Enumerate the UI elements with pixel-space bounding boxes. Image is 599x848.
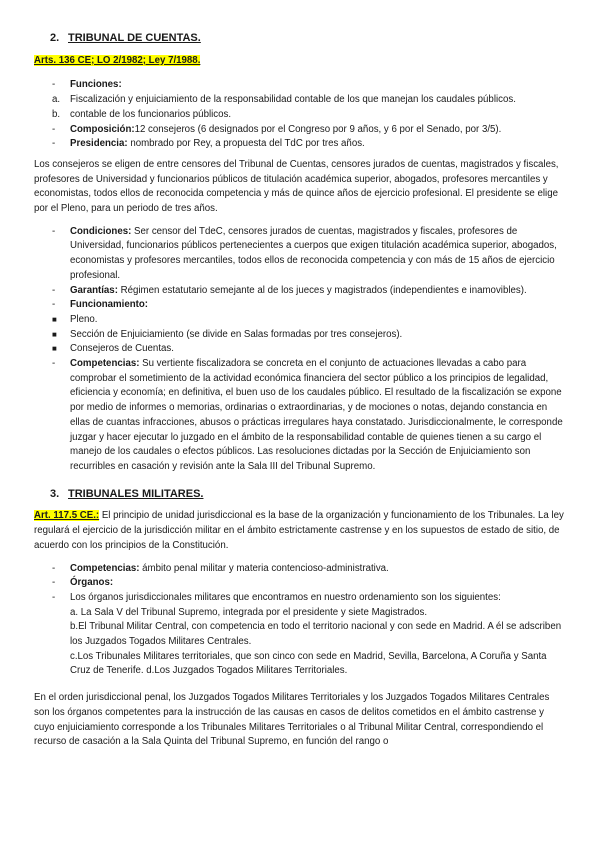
section-2-list-1 — [34, 78, 566, 152]
dash-marker: - — [52, 299, 56, 311]
penal-paragraph: En el orden jurisdiccional penal, los Juzgados Togados Militares Territoriales y los Juzgados Togados Militares Centrales son los órganos competentes para la instrucción de las causas en casos de delitos cometidos en el ámbito castrense y cuyo enjuiciamiento corresponde a los Tribunales Militares Territoriales o al Tribunal Militar Central, correspondiendo el recurso de casación a la Sala Quinta del Tribunal Supremo, en función del rango o — [34, 692, 550, 748]
condiciones-label: Condiciones: — [70, 225, 132, 237]
section-3-number: 3. — [50, 487, 60, 500]
funcionamiento-label: Funcionamiento: — [70, 299, 149, 311]
section-3-intro-text: El principio de unidad jurisdiccional es la base de la organización y funcionamiento de los Tribunales. La ley regulará el ejercicio de la jurisdicción militar en el ámbito estrictamente castrense y en los supuestos de estado de sitio, de acuerdo con los principios de la Constitución. — [34, 510, 564, 551]
condiciones-text: Ser censor del TdeC, censores jurados de cuentas, magistrados y fiscales, profesores de Universidad, funcionarios públicos pertenecientes a cuerpos que exigen titulación académica superior, abogados, economistas y profesores mercantiles, todos ellos de reconocida competencia y con más de 15 años de ejercicio profesional. — [70, 225, 557, 281]
document-page — [34, 31, 566, 758]
garantias-label: Garantías: — [70, 284, 118, 296]
militar-competencias-label: Competencias: — [70, 562, 140, 574]
funcionamiento-item-1: Pleno. — [70, 313, 98, 325]
section-2-legal-refs: Arts. 136 CE; LO 2/1982; Ley 7/1988. — [34, 54, 201, 66]
organos-b: b.El Tribunal Militar Central, con competencia en todo el territorio nacional y con sede en Madrid. A él se adscriben los Juzgados Togados Militares Centrales. — [70, 621, 562, 648]
funcionamiento-item-3: Consejeros de Cuentas. — [70, 343, 174, 355]
dash-marker: - — [52, 577, 56, 589]
consejeros-paragraph: Los consejeros se eligen de entre censores del Tribunal de Cuentas, censores jurados de cuentas, magistrados y fiscales, profesores de Universidad y funcionarios públicos de titulación académica superior, abogados, profesores mercantiles y economistas, todos ellos de reconocida competencia y más de quince años de ejercicio profesional. El presidente se elige por el Pleno, para un periodo de tres años. — [34, 158, 559, 215]
dash-marker: - — [52, 225, 56, 237]
square-bullet-icon: ■ — [52, 329, 57, 339]
section-2-number: 2. — [50, 32, 60, 44]
section-2-heading — [34, 31, 566, 46]
list-item — [34, 357, 566, 475]
garantias-text: Régimen estatutario semejante al de los jueces y magistrados (independientes e inamovibles). — [117, 284, 527, 296]
section-3-list — [34, 562, 566, 680]
list-item — [34, 108, 566, 123]
composicion-label: Composición: — [70, 123, 135, 135]
list-item — [34, 342, 566, 357]
list-item — [34, 328, 566, 343]
list-item — [34, 576, 566, 591]
list-item — [34, 562, 566, 577]
composicion-text: 12 consejeros (6 designados por el Congreso por 9 años, y 6 por el Senado, por 3/5). — [134, 123, 502, 135]
section-2-legal-refs-line — [34, 54, 566, 69]
dash-marker: - — [52, 562, 56, 574]
list-item — [34, 298, 566, 313]
organos-c: c.Los Tribunales Militares territoriales, que son cinco con sede en Madrid, Sevilla, Barcelona, A Coruña y Santa Cruz de Tenerife. d.Los Juzgados Togados Militares Territoriales. — [70, 650, 547, 677]
presidencia-text: nombrado por Rey, a propuesta del TdC por tres años. — [127, 138, 365, 150]
dash-marker: - — [52, 284, 56, 296]
section-3-title: TRIBUNALES MILITARES. — [68, 487, 204, 500]
funciones-label: Funciones: — [70, 79, 122, 91]
list-item — [34, 591, 566, 679]
list-item — [34, 225, 566, 284]
dash-marker: - — [52, 358, 56, 370]
presidencia-label: Presidencia: — [70, 138, 128, 150]
organos-label: Órganos: — [70, 577, 114, 589]
militar-competencias-text: ámbito penal militar y materia contencioso-administrativa. — [139, 562, 389, 574]
list-item — [34, 313, 566, 328]
dash-marker: - — [52, 123, 56, 135]
dash-marker: - — [52, 79, 56, 91]
section-3-legal-ref: Art. 117.5 CE.: — [34, 510, 100, 522]
organos-a: a. La Sala V del Tribunal Supremo, integrada por el presidente y siete Magistrados. — [70, 606, 428, 618]
funcionamiento-item-2: Sección de Enjuiciamiento (se divide en Salas formadas por tres consejeros). — [70, 328, 403, 340]
list-item — [34, 137, 566, 152]
list-item — [34, 78, 566, 93]
list-item — [34, 284, 566, 299]
competencias-label: Competencias: — [70, 358, 140, 370]
section-3-intro-paragraph — [34, 509, 566, 553]
square-bullet-icon: ■ — [52, 314, 57, 324]
list-item — [34, 123, 566, 138]
funciones-b-text: contable de los funcionarios públicos. — [70, 108, 232, 120]
letter-marker: a. — [52, 94, 61, 106]
section-2-title: TRIBUNAL DE CUENTAS. — [68, 32, 201, 44]
competencias-text: Su vertiente fiscalizadora se concreta en el conjunto de actuaciones llevadas a cabo para comprobar el sometimiento de la actividad económica financiera del sector público a los principios de legalidad, eficiencia y economía; en definitiva, el buen uso de los caudales público. El resultado de la fiscalización se expone por medio de informes o memorias, ordinarias o extraordinarias, y de mociones o notas, dejando constancia en ellas de cuantas infracciones, abusos o prácticas irregulares haya constatado. Jurisdiccionalmente, le corresponde juzgar y hacer ejecutar lo juzgado en el ámbito de la responsabilidad contable de quienes tienen a su cargo el manejo de los caudales o efectos públicos. Las resoluciones dictadas por la Sección de Enjuiciamiento son recurribles en casación y revisión ante la Sala III del Tribunal Supremo. — [70, 358, 563, 472]
dash-marker: - — [52, 138, 56, 150]
square-bullet-icon: ■ — [52, 344, 57, 354]
section-2-list-2 — [34, 225, 566, 475]
dash-marker: - — [52, 591, 56, 603]
organos-intro: Los órganos jurisdiccionales militares que encontramos en nuestro ordenamiento son los siguientes: — [70, 591, 501, 603]
section-3-heading — [34, 487, 566, 502]
letter-marker: b. — [52, 108, 61, 120]
list-item — [34, 93, 566, 108]
funciones-a-text: Fiscalización y enjuiciamiento de la responsabilidad contable de los que manejan los caudales públicos. — [70, 94, 516, 106]
